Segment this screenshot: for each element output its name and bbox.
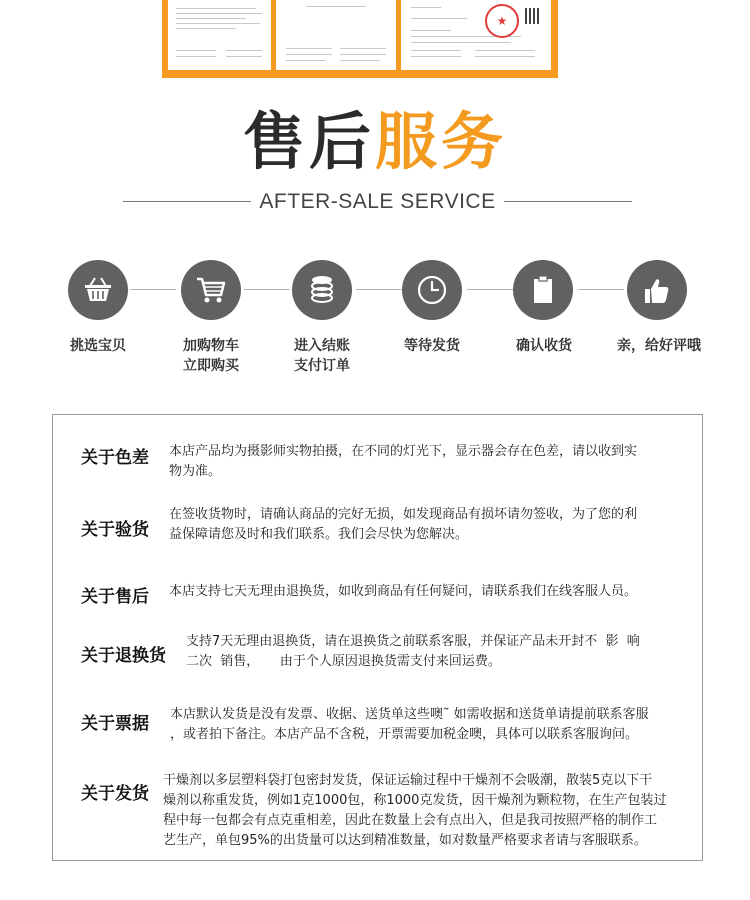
step-connector — [244, 289, 290, 290]
step-connector — [578, 289, 624, 290]
clock-icon — [414, 272, 450, 308]
title-dark-part: 售后 — [242, 105, 375, 178]
step-6-label: 亲，给好评哦 — [617, 338, 701, 354]
info-title-after-sale: 关于售后 — [81, 587, 149, 607]
step-4-circle — [402, 260, 462, 320]
step-connector — [356, 289, 402, 290]
certificate-image-3 — [401, 0, 551, 70]
step-connector — [467, 289, 513, 290]
after-sale-info-box — [52, 414, 703, 861]
thumbs-up-icon — [639, 272, 675, 308]
section-title — [0, 104, 750, 180]
cart-icon — [193, 272, 229, 308]
certificate-strip — [162, 0, 558, 78]
clipboard-icon — [525, 272, 561, 308]
qr-code-icon — [525, 8, 541, 24]
certificate-image-2 — [276, 0, 396, 70]
info-text-inspection: 在签收货物时，请确认商品的完好无损，如发现商品有损坏请勿签收，为了您的利 益保障请您及时和我们联系。我们会尽快为您解决。 — [169, 507, 638, 542]
step-5-label: 确认收货 — [516, 338, 572, 354]
certificate-divider — [271, 0, 274, 78]
info-title-returns: 关于退换货 — [81, 646, 166, 666]
info-title-color-difference: 关于色差 — [81, 448, 149, 468]
subtitle-row — [123, 188, 632, 216]
step-3-label: 进入结账 支付订单 — [294, 338, 350, 374]
info-title-shipping: 关于发货 — [81, 784, 149, 804]
step-connector — [130, 289, 176, 290]
certificate-divider — [396, 0, 399, 78]
step-2-circle — [181, 260, 241, 320]
step-5-circle — [513, 260, 573, 320]
red-seal-icon: ★ — [485, 4, 519, 38]
certificate-image-1 — [168, 0, 271, 70]
coins-icon — [304, 272, 340, 308]
step-2-label: 加购物车 立即购买 — [183, 338, 239, 374]
info-text-returns: 支持7天无理由退换货，请在退换货之前联系客服，并保证产品未开封不 影 响 二次 销售， 由于个人原因退换货需支付来回运费。 — [186, 634, 640, 669]
step-6-circle — [627, 260, 687, 320]
step-1-label: 挑选宝贝 — [70, 338, 126, 354]
purchase-steps — [0, 258, 750, 378]
info-text-after-sale: 本店支持七天无理由退换货，如收到商品有任何疑问，请联系我们在线客服人员。 — [169, 584, 638, 599]
section-subtitle: AFTER-SALE SERVICE — [251, 190, 503, 213]
step-4-label: 等待发货 — [404, 338, 460, 354]
basket-icon — [80, 272, 116, 308]
info-title-invoice: 关于票据 — [81, 714, 149, 734]
step-3-circle — [292, 260, 352, 320]
info-title-inspection: 关于验货 — [81, 520, 149, 540]
info-text-color-difference: 本店产品均为摄影师实物拍摄，在不同的灯光下，显示器会存在色差，请以收到实 物为准。 — [169, 444, 638, 479]
title-orange-part: 服务 — [375, 105, 508, 178]
info-text-invoice: 本店默认发货是没有发票、收据、送货单这些噢˜ 如需收据和送货单请提前联系客服 ，或者拍下备注。本店产品不含税，开票需要加税金噢，具体可以联系客服询问。 — [170, 707, 649, 742]
step-1-circle — [68, 260, 128, 320]
info-text-shipping: 干燥剂以多层塑料袋打包密封发货，保证运输过程中干燥剂不会吸潮，散装5克以下干 燥剂以称重发货，例如1克1000包，称1000克发货，因干燥剂为颗粒物，在生产包装过 程中每一包都会有点克重相差，因此在数量上会有点出入，但是我司按照严格的制作工 艺生产，单包95%的出货量可以达到精准数量，如对数量严格要求者请与客服联系。 — [163, 773, 667, 848]
